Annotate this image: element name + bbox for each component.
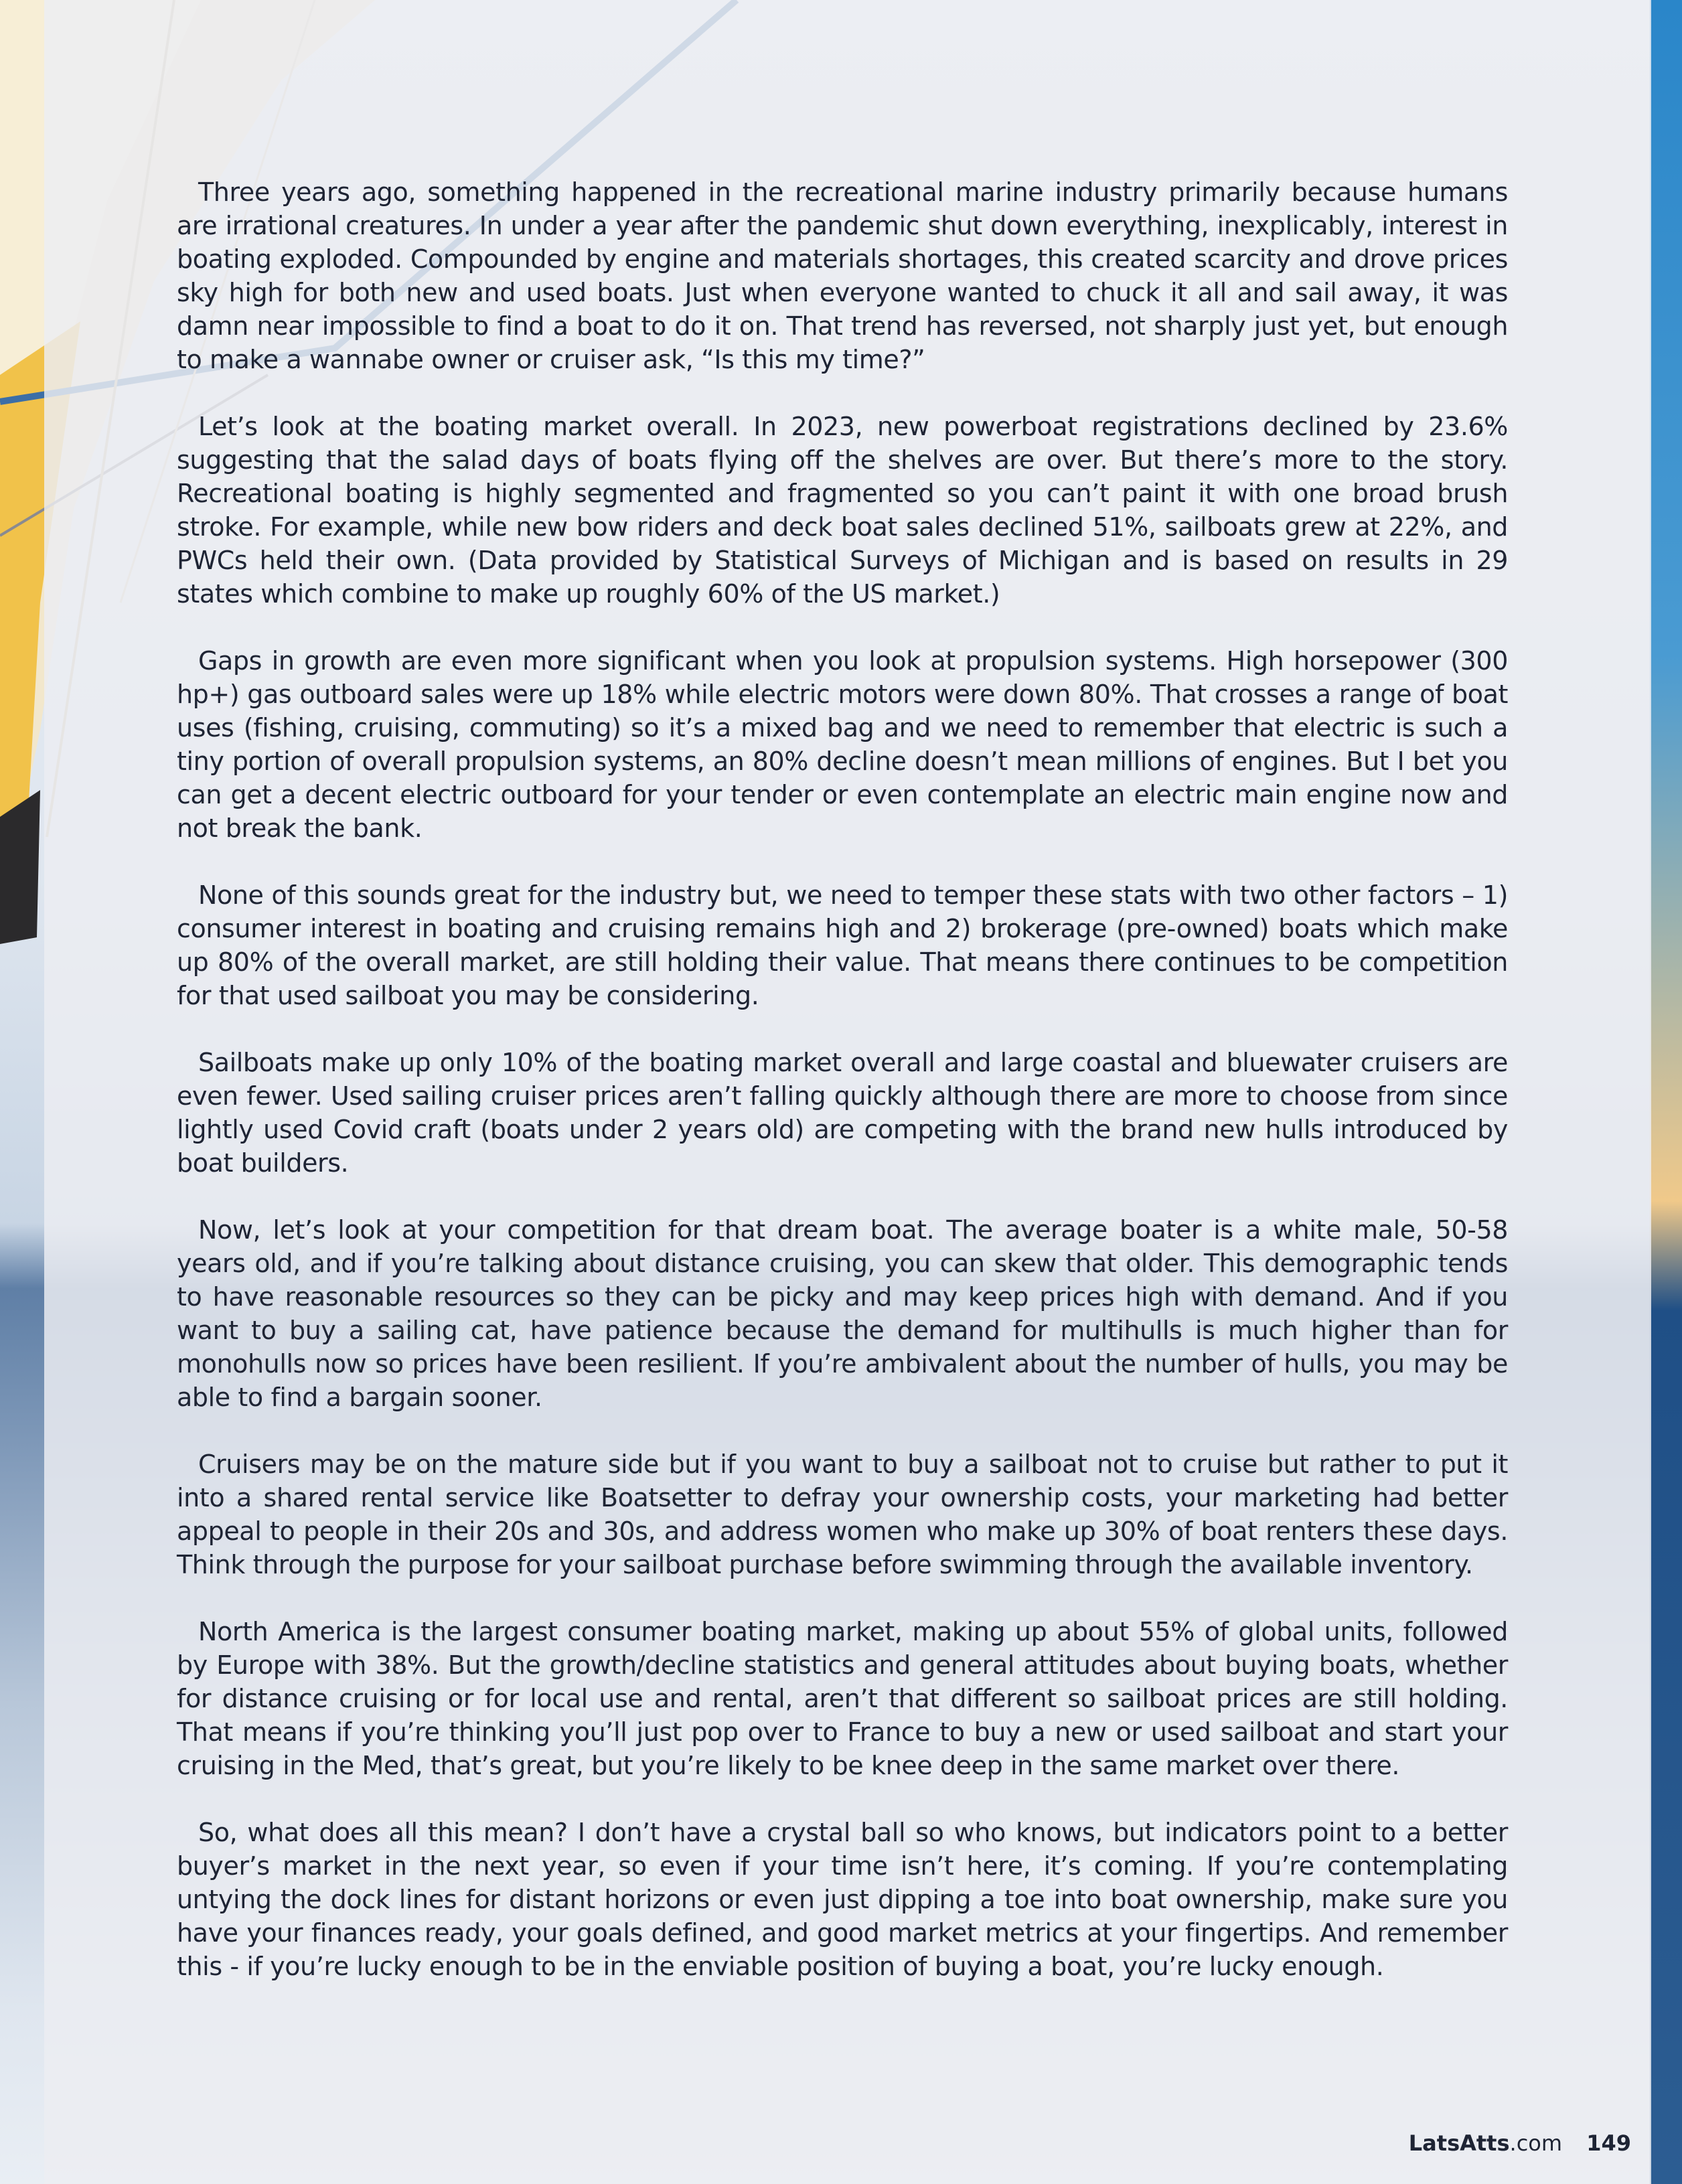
article-paragraph: Cruisers may be on the mature side but if you want to buy a sailboat not to cruise but rather to put it into a shared rental service like Boatsetter to defray your ownership costs, your marketing had better appeal to people in their 20s and 30s, and address women who make up 30% of boat renters these days. Think through the purpose for your sailboat purchase before swimming through the available inventory. (177, 1450, 1508, 1579)
article-body (177, 175, 1508, 2017)
page-footer (1409, 2130, 1631, 2156)
article-paragraph: Sailboats make up only 10% of the boating market overall and large coastal and bluewater cruisers are even fewer. Used sailing cruiser prices aren’t falling quickly although there are more to choose from since lightly used Covid craft (boats under 2 years old) are competing with the brand new hulls introduced by boat builders. (177, 1048, 1508, 1178)
article-paragraph: North America is the largest consumer boating market, making up about 55% of global units, followed by Europe with 38%. But the growth/decline statistics and general attitudes about buying boats, whether for distance cruising or for local use and rental, aren’t that different so sailboat prices are still holding. That means if you’re thinking you’ll just pop over to France to buy a new or used sailboat and start your cruising in the Med, that’s great, but you’re likely to be knee deep in the same market over there. (177, 1617, 1508, 1780)
right-edge-photo-strip (1650, 0, 1682, 2184)
article-paragraph: Let’s look at the boating market overall. In 2023, new powerboat registrations declined by 23.6% suggesting that the salad days of boats flying off the shelves are over. But there’s more to the story. Recreational boating is highly segmented and fragmented so you can’t paint it with one broad brush stroke. For example, while new bow riders and deck boat sales declined 51%, sailboats grew at 22%, and PWCs held their own. (Data provided by Statistical Surveys of Michigan and is based on results in 29 states which combine to make up roughly 60% of the US market.) (177, 412, 1508, 609)
page-number: 149 (1586, 2130, 1631, 2156)
article-paragraph: None of this sounds great for the industry but, we need to temper these stats with two other factors – 1) consumer interest in boating and cruising remains high and 2) brokerage (pre-owned) boats which make up 80% of the overall market, are still holding their value. That means there continues to be competition for that used sailboat you may be considering. (177, 880, 1508, 1010)
article-paragraph: Three years ago, something happened in the recreational marine industry primarily because humans are irrational creatures. In under a year after the pandemic shut down everything, inexplicably, interest in boating exploded. Compounded by engine and materials shortages, this created scarcity and drove prices sky high for both new and used boats. Just when everyone wanted to chuck it all and sail away, it was damn near impossible to find a boat to do it on. That trend has reversed, not sharply just yet, but enough to make a wannabe owner or cruiser ask, “Is this my time?” (177, 177, 1508, 374)
publication-domain: .com (1509, 2130, 1563, 2156)
publication-name: LatsAtts (1408, 2130, 1510, 2156)
article-paragraph: Gaps in growth are even more significant when you look at propulsion systems. High horsepower (300 hp+) gas outboard sales were up 18% while electric motors were down 80%. That crosses a range of boat uses (fishing, cruising, commuting) so it’s a mixed bag and we need to remember that electric is such a tiny portion of overall propulsion systems, an 80% decline doesn’t mean millions of engines. But I bet you can get a decent electric outboard for your tender or even contemplate an electric main engine now and not break the bank. (177, 646, 1508, 843)
article-paragraph: So, what does all this mean? I don’t have a crystal ball so who knows, but indicators point to a better buyer’s market in the next year, so even if your time isn’t here, it’s coming. If you’re contemplating untying the dock lines for distant horizons or even just dipping a toe into boat ownership, make sure you have your finances ready, your goals defined, and good market metrics at your fingertips. And remember this - if you’re lucky enough to be in the enviable position of buying a boat, you’re lucky enough. (177, 1818, 1508, 1981)
article-paragraph: Now, let’s look at your competition for that dream boat. The average boater is a white male, 50-58 years old, and if you’re talking about distance cruising, you can skew that older. This demographic tends to have reasonable resources so they can be picky and may keep prices high with demand. And if you want to buy a sailing cat, have patience because the demand for multihulls is much higher than for monohulls now so prices have been resilient. If you’re ambivalent about the number of hulls, you may be able to find a bargain sooner. (177, 1215, 1508, 1412)
